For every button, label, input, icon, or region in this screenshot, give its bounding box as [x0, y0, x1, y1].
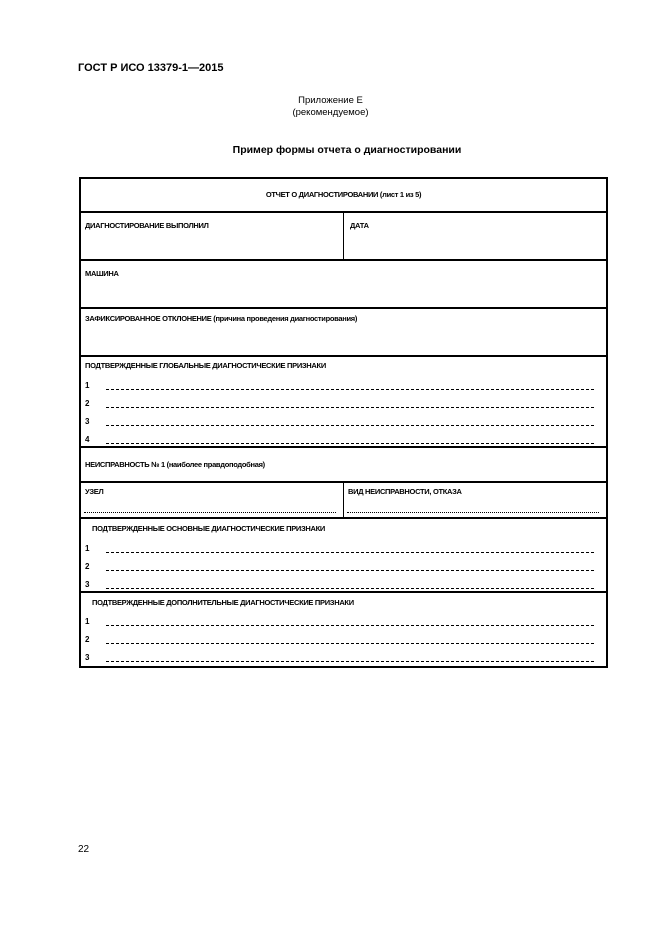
item-number: 3 — [85, 653, 90, 662]
list-item — [81, 417, 606, 431]
appendix-heading — [0, 95, 661, 119]
report-title-row — [81, 179, 606, 213]
deviation-label: ЗАФИКСИРОВАННОЕ ОТКЛОНЕНИЕ (причина проведения диагностирования) — [85, 314, 358, 323]
list-item — [81, 580, 606, 594]
machine-label: МАШИНА — [85, 269, 119, 278]
page-number: 22 — [78, 844, 90, 855]
entry-line[interactable] — [106, 570, 594, 571]
column-divider — [343, 213, 344, 259]
list-item — [81, 617, 606, 631]
appendix-title: Приложение Е — [298, 95, 363, 106]
fault-type-label: ВИД НЕИСПРАВНОСТИ, ОТКАЗА — [348, 487, 462, 496]
fault-label: НЕИСПРАВНОСТЬ № 1 (наиболее правдоподобная) — [85, 460, 265, 469]
global-signs-label: ПОДТВЕРЖДЕННЫЕ ГЛОБАЛЬНЫЕ ДИАГНОСТИЧЕСКИЕ ПРИЗНАКИ — [85, 361, 326, 370]
list-item — [81, 653, 606, 667]
item-number: 1 — [85, 381, 90, 390]
list-item — [81, 635, 606, 649]
main-signs-label: ПОДТВЕРЖДЕННЫЕ ОСНОВНЫЕ ДИАГНОСТИЧЕСКИЕ ПРИЗНАКИ — [92, 524, 325, 533]
entry-line[interactable] — [106, 661, 594, 662]
entry-line[interactable] — [106, 425, 594, 426]
additional-signs-label: ПОДТВЕРЖДЕННЫЕ ДОПОЛНИТЕЛЬНЫЕ ДИАГНОСТИЧЕСКИЕ ПРИЗНАКИ — [92, 598, 354, 607]
entry-line[interactable] — [106, 588, 594, 589]
fault-type-entry-line[interactable] — [347, 512, 599, 513]
list-item — [81, 399, 606, 413]
entry-line[interactable] — [106, 552, 594, 553]
item-number: 2 — [85, 399, 90, 408]
machine-row — [81, 261, 606, 309]
item-number: 4 — [85, 435, 90, 444]
form-title: Пример формы отчета о диагностировании — [232, 144, 462, 156]
deviation-row — [81, 309, 606, 357]
main-signs-row — [81, 519, 606, 593]
item-number: 2 — [85, 635, 90, 644]
unit-row — [81, 483, 606, 519]
appendix-subtitle: (рекомендуемое) — [292, 107, 369, 118]
additional-signs-row — [81, 593, 606, 666]
list-item — [81, 544, 606, 558]
unit-label: УЗЕЛ — [85, 487, 104, 496]
date-label: ДАТА — [350, 221, 369, 230]
item-number: 1 — [85, 544, 90, 553]
fault-row — [81, 448, 606, 483]
list-item — [81, 435, 606, 449]
entry-line[interactable] — [106, 407, 594, 408]
performed-by-label: ДИАГНОСТИРОВАНИЕ ВЫПОЛНИЛ — [85, 221, 209, 230]
item-number: 3 — [85, 417, 90, 426]
entry-line[interactable] — [106, 625, 594, 626]
entry-line[interactable] — [106, 643, 594, 644]
entry-line[interactable] — [106, 443, 594, 444]
unit-entry-line[interactable] — [84, 512, 336, 513]
item-number: 2 — [85, 562, 90, 571]
global-signs-row — [81, 357, 606, 448]
entry-line[interactable] — [106, 389, 594, 390]
list-item — [81, 381, 606, 395]
item-number: 3 — [85, 580, 90, 589]
report-title: ОТЧЕТ О ДИАГНОСТИРОВАНИИ (лист 1 из 5) — [265, 190, 422, 199]
list-item — [81, 562, 606, 576]
column-divider — [343, 483, 344, 517]
report-form — [79, 177, 608, 668]
performed-by-row — [81, 213, 606, 261]
item-number: 1 — [85, 617, 90, 626]
standard-code: ГОСТ Р ИСО 13379-1—2015 — [78, 62, 224, 74]
